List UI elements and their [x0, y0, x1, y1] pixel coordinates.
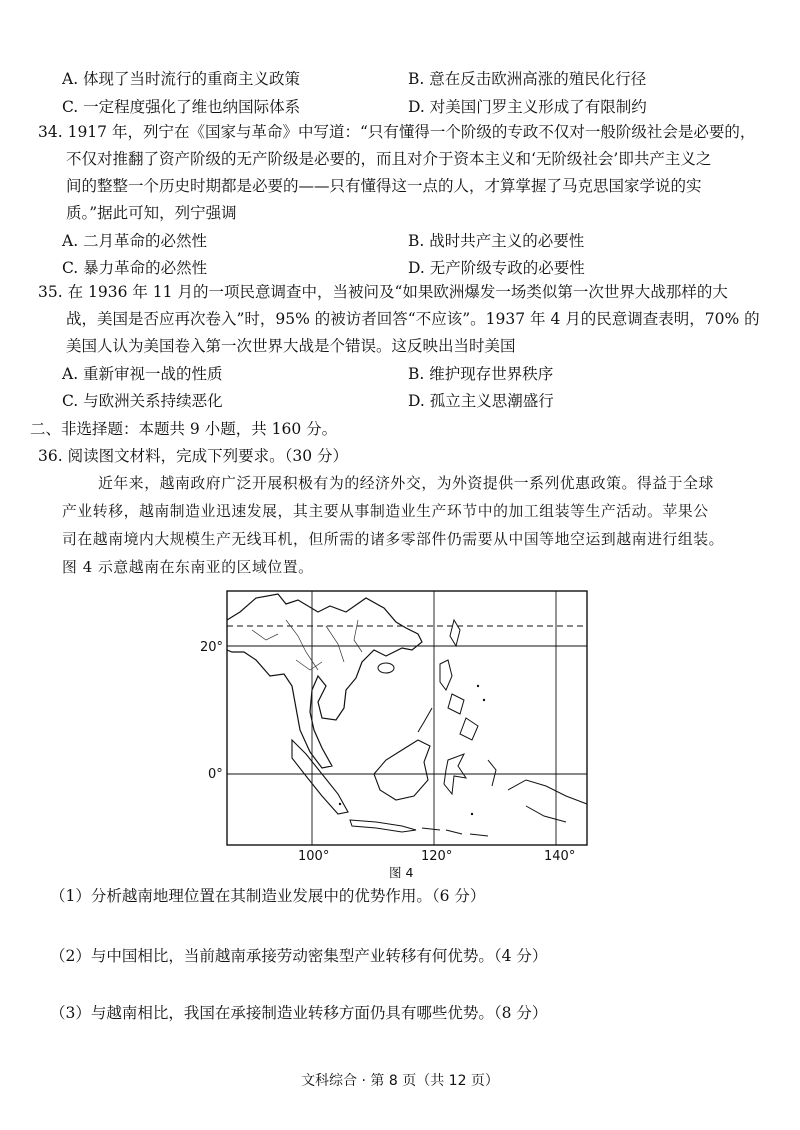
q35-stem	[38, 279, 760, 360]
q36-sub-1: （1）分析越南地理位置在其制造业发展中的优势作用。（6 分）	[50, 887, 486, 905]
figure-caption: 图 4	[389, 865, 414, 880]
lat-label-0: 0°	[208, 767, 223, 782]
islet	[483, 699, 485, 701]
islet	[339, 803, 341, 805]
q35-line-1: 35. 在 1936 年 11 月的一项民意调查中，当被问及“如果欧洲爆发一场类似第一次世界大战那样的大	[38, 283, 728, 301]
q34-line-3: 间的整整一个历史时期都是必要的——只有懂得这一点的人，才算掌握了马克思国家学说的实	[66, 177, 702, 195]
lon-label-100: 100°	[298, 849, 330, 864]
q33-option-a: A. 体现了当时流行的重商主义政策	[62, 70, 301, 88]
q36-material	[62, 470, 724, 582]
q36-material-line-3: 司在越南境内大规模生产无线耳机，但所需的诸多零部件仍需要从中国等地空运到越南进行组装。	[62, 531, 725, 548]
q35-option-d: D. 孤立主义思潮盛行	[408, 392, 554, 410]
q36-sub-3: （3）与越南相比，我国在承接制造业转移方面仍具有哪些优势。（8 分）	[50, 1004, 548, 1022]
page-footer: 文科综合 · 第 8 页（共 12 页）	[301, 1073, 499, 1089]
q35-option-b: B. 维护现存世界秩序	[408, 365, 554, 383]
lon-label-120: 120°	[421, 849, 453, 864]
islet	[471, 813, 473, 815]
q33-option-b: B. 意在反击欧洲高涨的殖民化行径	[408, 70, 647, 88]
q36-intro: 36. 阅读图文材料，完成下列要求。（30 分）	[38, 447, 348, 465]
q34-option-a: A. 二月革命的必然性	[62, 232, 208, 250]
q36-material-line-1: 近年来，越南政府广泛开展积极有为的经济外交，为外资提供一系列优惠政策。得益于全球	[98, 475, 714, 492]
q35-line-3: 美国人认为美国卷入第一次世界大战是个错误。这反映出当时美国	[66, 337, 516, 355]
q36-material-line-4: 图 4 示意越南在东南亚的区域位置。	[62, 559, 314, 576]
section-heading: 二、非选择题：本题共 9 小题，共 160 分。	[30, 420, 338, 438]
southeast-asia-map	[226, 590, 588, 846]
q35-option-c: C. 与欧洲关系持续恶化	[62, 392, 223, 410]
q35-line-2: 战，美国是否应再次卷入”时，95% 的被访者回答“不应该”。1937 年 4 月的民意调查表明，70% 的	[66, 310, 760, 328]
lon-label-140: 140°	[544, 849, 576, 864]
q36-material-line-2: 产业转移，越南制造业迅速发展，其主要从事制造业生产环节中的加工组装等生产活动。苹果公	[62, 503, 709, 520]
q34-stem	[38, 119, 755, 227]
q34-option-b: B. 战时共产主义的必要性	[408, 232, 585, 250]
q35-option-a: A. 重新审视一战的性质	[62, 365, 223, 383]
q33-option-c: C. 一定程度强化了维也纳国际体系	[62, 98, 301, 116]
q34-line-4: 质。”据此可知，列宁强调	[66, 204, 237, 222]
q34-line-2: 不仅对推翻了资产阶级的无产阶级是必要的，而且对介于资本主义和‘无阶级社会’即共产主义之	[66, 150, 712, 168]
q36-sub-2: （2）与中国相比，当前越南承接劳动密集型产业转移有何优势。（4 分）	[50, 947, 548, 965]
q33-option-d: D. 对美国门罗主义形成了有限制约	[408, 98, 647, 116]
q34-line-1: 34. 1917 年，列宁在《国家与革命》中写道：“只有懂得一个阶级的专政不仅对一般阶级社会是必要的，	[38, 123, 756, 141]
lat-label-20: 20°	[200, 640, 224, 655]
q34-option-d: D. 无产阶级专政的必要性	[408, 259, 585, 277]
q34-option-c: C. 暴力革命的必然性	[62, 259, 208, 277]
islet	[477, 685, 479, 687]
figure-4-map	[226, 590, 588, 846]
